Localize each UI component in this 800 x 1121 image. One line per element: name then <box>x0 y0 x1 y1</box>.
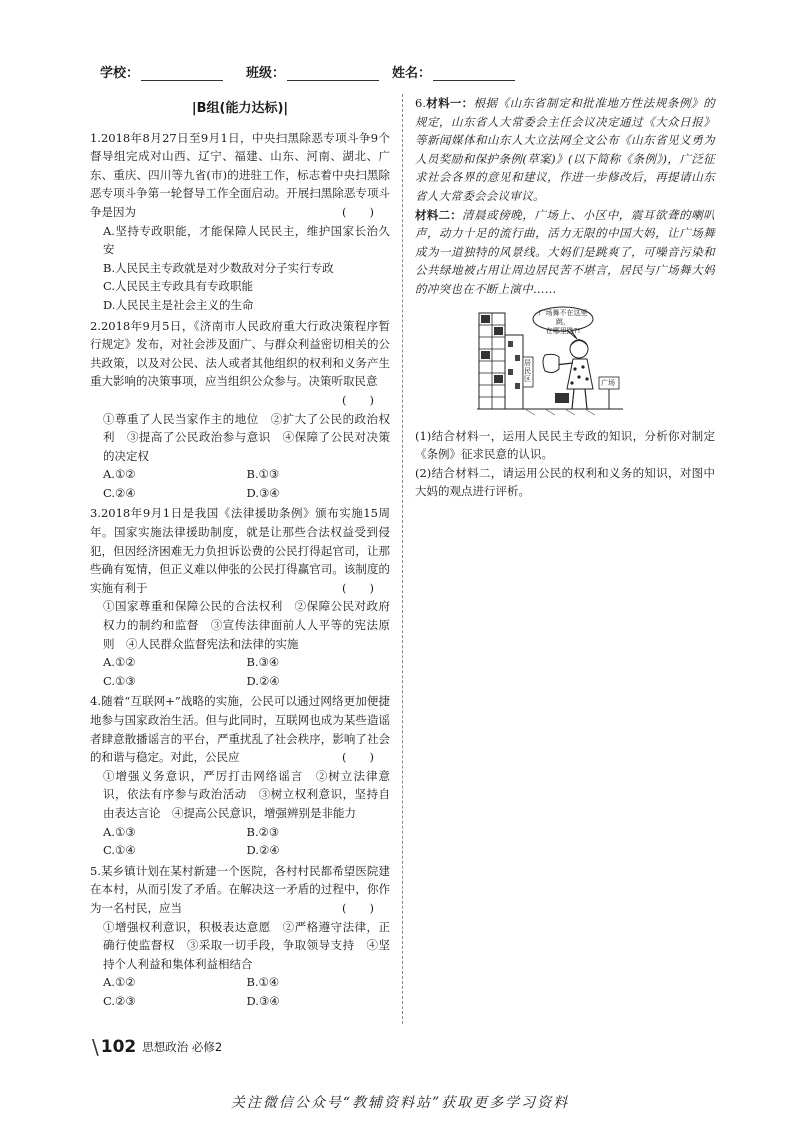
footer-slash-icon: \ <box>92 1035 99 1059</box>
column-divider <box>402 94 403 1024</box>
material-one-label: 材料一： <box>425 96 474 110</box>
option-a[interactable]: A.①③ <box>103 824 136 839</box>
student-info-header <box>100 62 700 84</box>
statement-items: ①尊重了人民当家作主的地位 ②扩大了公民的政治权利 ③提高了公民政治参与意识 ④保障了公民对决策的决定权 <box>103 411 390 463</box>
option-d[interactable]: D.②④ <box>246 843 280 858</box>
question-1 <box>90 129 390 315</box>
options-row <box>90 841 390 860</box>
answer-paren: ( ) <box>342 750 374 765</box>
option-c[interactable]: C.②③ <box>103 993 136 1008</box>
material-two-text: 清晨或傍晚，广场上、小区中，震耳欲聋的喇叭声，动力十足的流行曲，活力无限的中国大妈，让广场舞成为一道独特的风景线。大妈们是跳爽了，可噪音污染和公共绿地被占用让周边居民苦不堪言，居民与广场舞大妈的冲突也在不断上演中…… <box>415 207 715 296</box>
right-column <box>415 94 715 501</box>
question-number: 6. <box>415 96 426 110</box>
school-field <box>100 62 223 81</box>
cartoon-sign-square: 广场 <box>601 378 615 387</box>
cartoon-speech-bubble: 广场舞不在这里跳， 在哪里跳?! <box>538 308 588 335</box>
question-stem: 1.2018年8月27日至9月1日，中央扫黑除恶专项斗争9个督导组完成对山西、辽宁、福建、山东、河南、湖北、广东、重庆、四川等九省(市)的进驻工作，标志着中央扫黑除恶专项斗争第一轮督导工作全面启动。开展扫黑除恶专项斗争是因为 ( ) <box>90 129 390 222</box>
options-row <box>90 465 390 484</box>
subject-label: 思想政治 必修2 <box>142 1040 223 1054</box>
answer-paren: ( ) <box>342 392 374 407</box>
class-blank[interactable] <box>287 66 379 81</box>
option-c[interactable]: C.①④ <box>103 843 136 858</box>
option-b[interactable]: B.②③ <box>246 824 280 839</box>
material-one <box>415 94 715 206</box>
options-row <box>90 672 390 691</box>
school-blank[interactable] <box>141 66 223 81</box>
cartoon-illustration <box>475 305 625 417</box>
material-two <box>415 206 715 299</box>
options-row <box>90 973 390 992</box>
option-a[interactable]: A.坚持专政职能，才能保障人民民主，维护国家长治久安 <box>103 223 390 257</box>
page-footer <box>92 1036 222 1058</box>
option-b[interactable]: B.人民民主专政就是对少数敌对分子实行专政 <box>103 260 334 275</box>
statement-items: ①国家尊重和保障公民的合法权利 ②保障公民对政府权力的制约和监督 ③宣传法律面前人人平等的宪法原则 ④人民群众监督宪法和法律的实施 <box>103 599 390 651</box>
class-field <box>246 62 379 81</box>
question-5 <box>90 862 390 1011</box>
option-a[interactable]: A.①② <box>103 467 136 482</box>
option-c[interactable]: C.人民民主专政具有专政职能 <box>103 279 254 294</box>
cartoon-sign-residential: 居民区 <box>524 358 531 383</box>
question-2 <box>90 317 390 503</box>
sub-question-2: (2)结合材料二，请运用公民的权利和义务的知识，对图中大妈的观点进行评析。 <box>415 465 715 499</box>
option-a[interactable]: A.①② <box>103 655 136 670</box>
option-c[interactable]: C.①③ <box>103 673 136 688</box>
options-row <box>90 992 390 1011</box>
options-row <box>90 823 390 842</box>
sub-question-1: (1)结合材料一，运用人民民主专政的知识，分析你对制定《条例》征求民意的认识。 <box>415 428 715 462</box>
option-d[interactable]: D.人民民主是社会主义的生命 <box>103 297 254 312</box>
material-two-label: 材料二： <box>415 207 463 222</box>
option-d[interactable]: D.③④ <box>246 993 280 1008</box>
question-stem: 5.某乡镇计划在某村新建一个医院，各村村民都希望医院建在本村，从而引发了矛盾。在解决这一矛盾的过程中，你作为一名村民，应当 ( ) <box>90 862 390 918</box>
statement-items: ①增强权利意识，积极表达意愿 ②严格遵守法律，正确行使监督权 ③采取一切手段，争取领导支持 ④坚持个人利益和集体利益相结合 <box>103 919 390 971</box>
option-d[interactable]: D.②④ <box>246 673 280 688</box>
left-column <box>90 94 390 1013</box>
group-title: |B组(能力达标)| <box>191 101 289 116</box>
answer-paren: ( ) <box>342 204 374 219</box>
option-d[interactable]: D.③④ <box>246 485 280 500</box>
name-label: 姓名： <box>392 66 432 81</box>
page-number: 102 <box>100 1037 137 1057</box>
statement-items: ①增强义务意识，严厉打击网络谣言 ②树立法律意识，依法有序参与政治活动 ③树立权利意识，坚持自由表达言论 ④提高公民意识，增强辨别是非能力 <box>103 768 390 820</box>
school-label: 学校： <box>100 66 140 81</box>
options-row <box>90 653 390 672</box>
question-stem: 4.随着“互联网+”战略的实施，公民可以通过网络更加便捷地参与国家政治生活。但与此同时，互联网也成为某些造谣者肆意散播谣言的平台，严重扰乱了社会秩序，影响了社会的和谐与稳定。对此，公民应 ( ) <box>90 692 390 766</box>
option-b[interactable]: B.①④ <box>246 975 280 990</box>
material-one-text: 根据《山东省制定和批准地方性法规条例》的规定，山东省人大常委会主任会议决定通过《大众日报》等新闻媒体和山东人大立法网全文公布《山东省见义勇为人员奖励和保护条例(草案)》(以下简称《条例》)，广泛征求社会各界的意见和建议，作进一步修改后，再提请山东省人大常委会会议审议。 <box>415 96 716 203</box>
option-a[interactable]: A.①② <box>103 975 136 990</box>
question-3 <box>90 504 390 690</box>
option-b[interactable]: B.③④ <box>246 655 280 670</box>
name-field <box>392 62 515 81</box>
bottom-note: 关注微信公众号“教辅资料站”获取更多学习资料 <box>230 1095 570 1111</box>
question-4 <box>90 692 390 859</box>
answer-paren: ( ) <box>342 900 374 915</box>
class-label: 班级： <box>246 66 286 81</box>
answer-paren: ( ) <box>342 580 374 595</box>
question-stem: 2.2018年9月5日，《济南市人民政府重大行政决策程序暂行规定》发布，对社会涉及面广、与群众利益密切相关的公共政策，以及对公民、法人或者其他组织的权利和义务产生重大影响的决策事项，应当组织公众参与。决策听取民意 ( ) <box>90 317 390 410</box>
option-b[interactable]: B.①③ <box>246 467 280 482</box>
question-stem: 3.2018年9月1日是我国《法律援助条例》颁布实施15周年。国家实施法律援助制度，就是让那些合法权益受到侵犯，但因经济困难无力负担诉讼费的公民打得起官司，让那些确有冤情，但正义难以伸张的公民打得赢官司。该制度的实施有利于 ( ) <box>90 504 390 597</box>
name-blank[interactable] <box>433 66 515 81</box>
options-row <box>90 484 390 503</box>
option-c[interactable]: C.②④ <box>103 485 136 500</box>
